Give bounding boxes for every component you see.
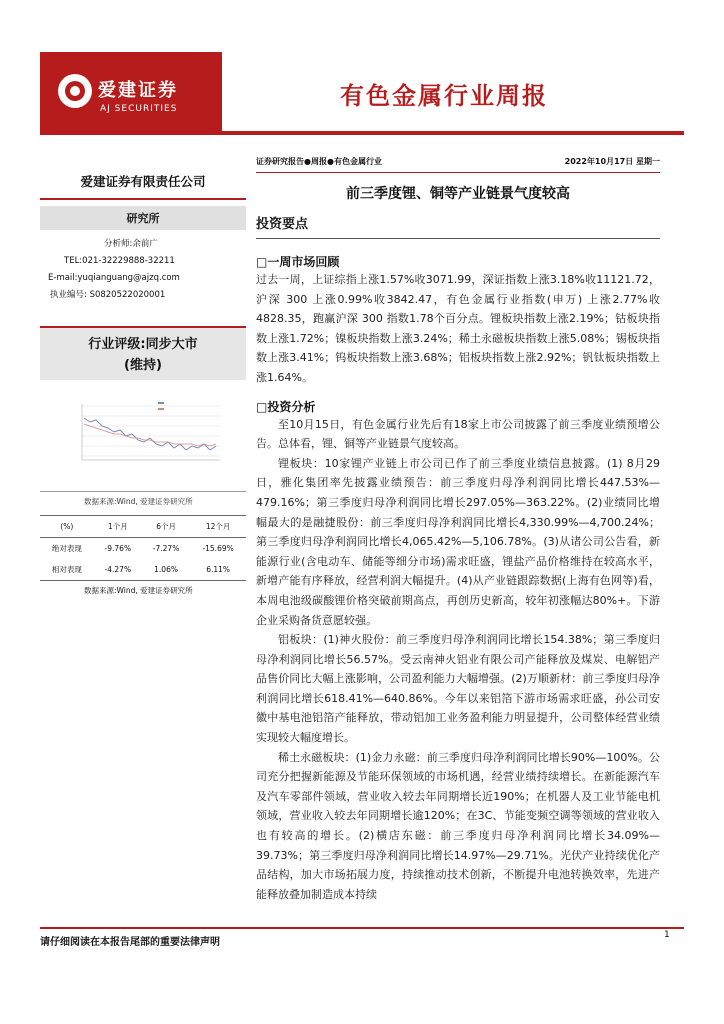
main-content — [256, 152, 660, 904]
logo-emblem-icon — [58, 74, 92, 108]
sidebar — [40, 152, 246, 596]
table-header-cell: 6个月 — [142, 516, 190, 538]
table-cell: -7.27% — [152, 544, 180, 553]
page-number: 1 — [664, 930, 670, 940]
trend-chart-svg — [40, 384, 246, 492]
row-label: 相对表现 — [40, 559, 94, 581]
institute-label: 研究所 — [40, 206, 246, 230]
performance-table — [40, 515, 246, 581]
index-trend-chart — [40, 384, 246, 492]
analyst-license: 执业编号: S0820522020001 — [50, 290, 166, 300]
table-cell: 6.11% — [190, 559, 246, 581]
report-title: 有色金属行业周报 — [340, 82, 548, 110]
rating-maintain: (维持) — [124, 358, 162, 373]
company-logo — [40, 52, 222, 131]
footer-divider — [40, 927, 684, 929]
table-cell: -4.27% — [94, 559, 142, 581]
table-header-cell: 1个月 — [94, 516, 142, 538]
header-divider — [40, 131, 684, 135]
table-header-cell: 12个月 — [190, 516, 246, 538]
analyst-email[interactable]: E-mail:yuqianguang@ajzq.com — [48, 273, 180, 283]
table-header-cell: (%) — [40, 516, 94, 538]
aluminum-paragraph: 铝板块：(1)神火股份：前三季度归母净利润同比增长154.38%；第三季度归母净利润同比增长56.57%。受云南神火铝业有限公司产能释放及煤炭、电解铝产品售价同比大幅上涨影响，公司盈利能力大幅增强。(2)万顺新材：前三季度归母净利润同比增长618.41%—640.86%。今年以来铝箔下游市场需求旺盛，孙公司安徽中基电池铝箔产能释放，带动铝加工业务盈利能力明显提升，公司整体经营业绩实现较大幅度增长。 — [256, 633, 660, 745]
table-cell: -15.69% — [202, 544, 234, 553]
report-headline: 前三季度锂、铜等产业链景气度较高 — [346, 186, 570, 202]
analyst-name: 分析师:余前广 — [104, 239, 158, 249]
table-cell: 1.06% — [142, 559, 190, 581]
series-benchmark-line — [84, 424, 216, 446]
logo-cn-text: 爱建证券 — [98, 80, 178, 101]
section-heading-market-review: □一周市场回顾 — [256, 255, 340, 269]
rating-text: 行业评级:同步大市 — [88, 337, 198, 352]
analyst-phone: TEL:021-32229888-32211 — [64, 256, 175, 266]
table-header-row — [40, 516, 246, 538]
table-row — [40, 538, 246, 560]
report-category: 证券研究报告●周报●有色金属行业 — [256, 157, 382, 166]
report-header — [40, 52, 684, 131]
key-points-heading: 投资要点 — [256, 209, 660, 239]
table-cell: -9.76% — [104, 544, 132, 553]
row-label: 绝对表现 — [51, 544, 82, 553]
market-review-paragraph: 过去一周，上证综指上涨1.57%收3071.99，深证指数上涨3.18%收11121.72，沪深 300 上涨0.99%收3842.47，有色金属行业指数(申万) 上涨2.77%收4828.35，跑赢沪深 300 指数1.78个百分点。锂板块指数上涨2.19%；钴板块指数上涨1.72%；镍板块指数上涨3.24%；稀土永磁板块指数上涨5.08%；锡板块指数上涨3.41%；钨板块指数上涨3.68%；铝板块指数上涨2.92%；钒钛板块指数上涨1.64%。 — [256, 273, 660, 384]
report-date: 2022年10月17日 星期一 — [564, 157, 660, 166]
company-name: 爱建证券有限责任公司 — [40, 152, 246, 200]
table-source: 数据来源:Wind, 爱建证券研究所 — [84, 586, 193, 595]
section-heading-analysis: □投资分析 — [256, 399, 316, 414]
legal-disclaimer[interactable]: 请仔细阅读在本报告尾部的重要法律声明 — [40, 937, 220, 948]
chart-source: 数据来源:Wind, 爱建证券研究所 — [84, 497, 193, 506]
analysis-paragraph: 至10月15日，有色金属行业先后有18家上市公司披露了前三季度业绩预增公告。总体看，锂、铜等产业链景气度较高。 — [256, 417, 660, 451]
report-meta — [256, 152, 660, 173]
rare-earth-paragraph: 稀土永磁板块：(1)金力永磁：前三季度归母净利润同比增长90%—100%。公司充分把握新能源及节能环保领域的市场机遇，经营业绩持续增长。在新能源汽车及汽车零部件领域，营业收入较去年同期增长近190%；在机器人及工业节能电机领域，营业收入较去年同期增长逾120%；在3C、节能变频空调等领域的营业收入也有较高的增长。(2)横店东磁：前三季度归母净利润同比增长34.09%—39.73%；第三季度归母净利润同比增长14.97%—29.71%。光伏产业持续优化产品结构，加大市场拓展力度，持续推动技术创新，不断提升电池转换效率，先进产能释放叠加制造成本持续 — [256, 750, 660, 901]
table-row — [40, 559, 246, 581]
lithium-paragraph: 锂板块：10家锂产业链上市公司已作了前三季度业绩信息披露。(1) 8月29日，雅化集团率先披露业绩预告：前三季度归母净利润同比增长447.53%—479.16%；第三季度归母净利润同比增长297.05%—363.22%。(2)业绩同比增幅最大的是融捷股份：前三季度归母净利润同比增长4,330.99%—4,700.24%；第三季度归母净利润同比增长4,065.42%—5,106.78%。(3)从诸公司公告看，新能源行业(含电动车、储能等细分市场)需求旺盛，锂盐产品价格维持在较高水平，新增产能有序释放，经营利润大幅提升。(4)从产业链跟踪数据(上海有色网等)看，本周电池级碳酸锂价格突破前期高点，再创历史新高，较年初涨幅达80%+。下游企业采购备货意愿较强。 — [256, 456, 660, 627]
logo-en-text: AJ SECURITIES — [100, 104, 178, 114]
industry-rating — [40, 326, 246, 380]
analyst-info — [40, 236, 246, 304]
